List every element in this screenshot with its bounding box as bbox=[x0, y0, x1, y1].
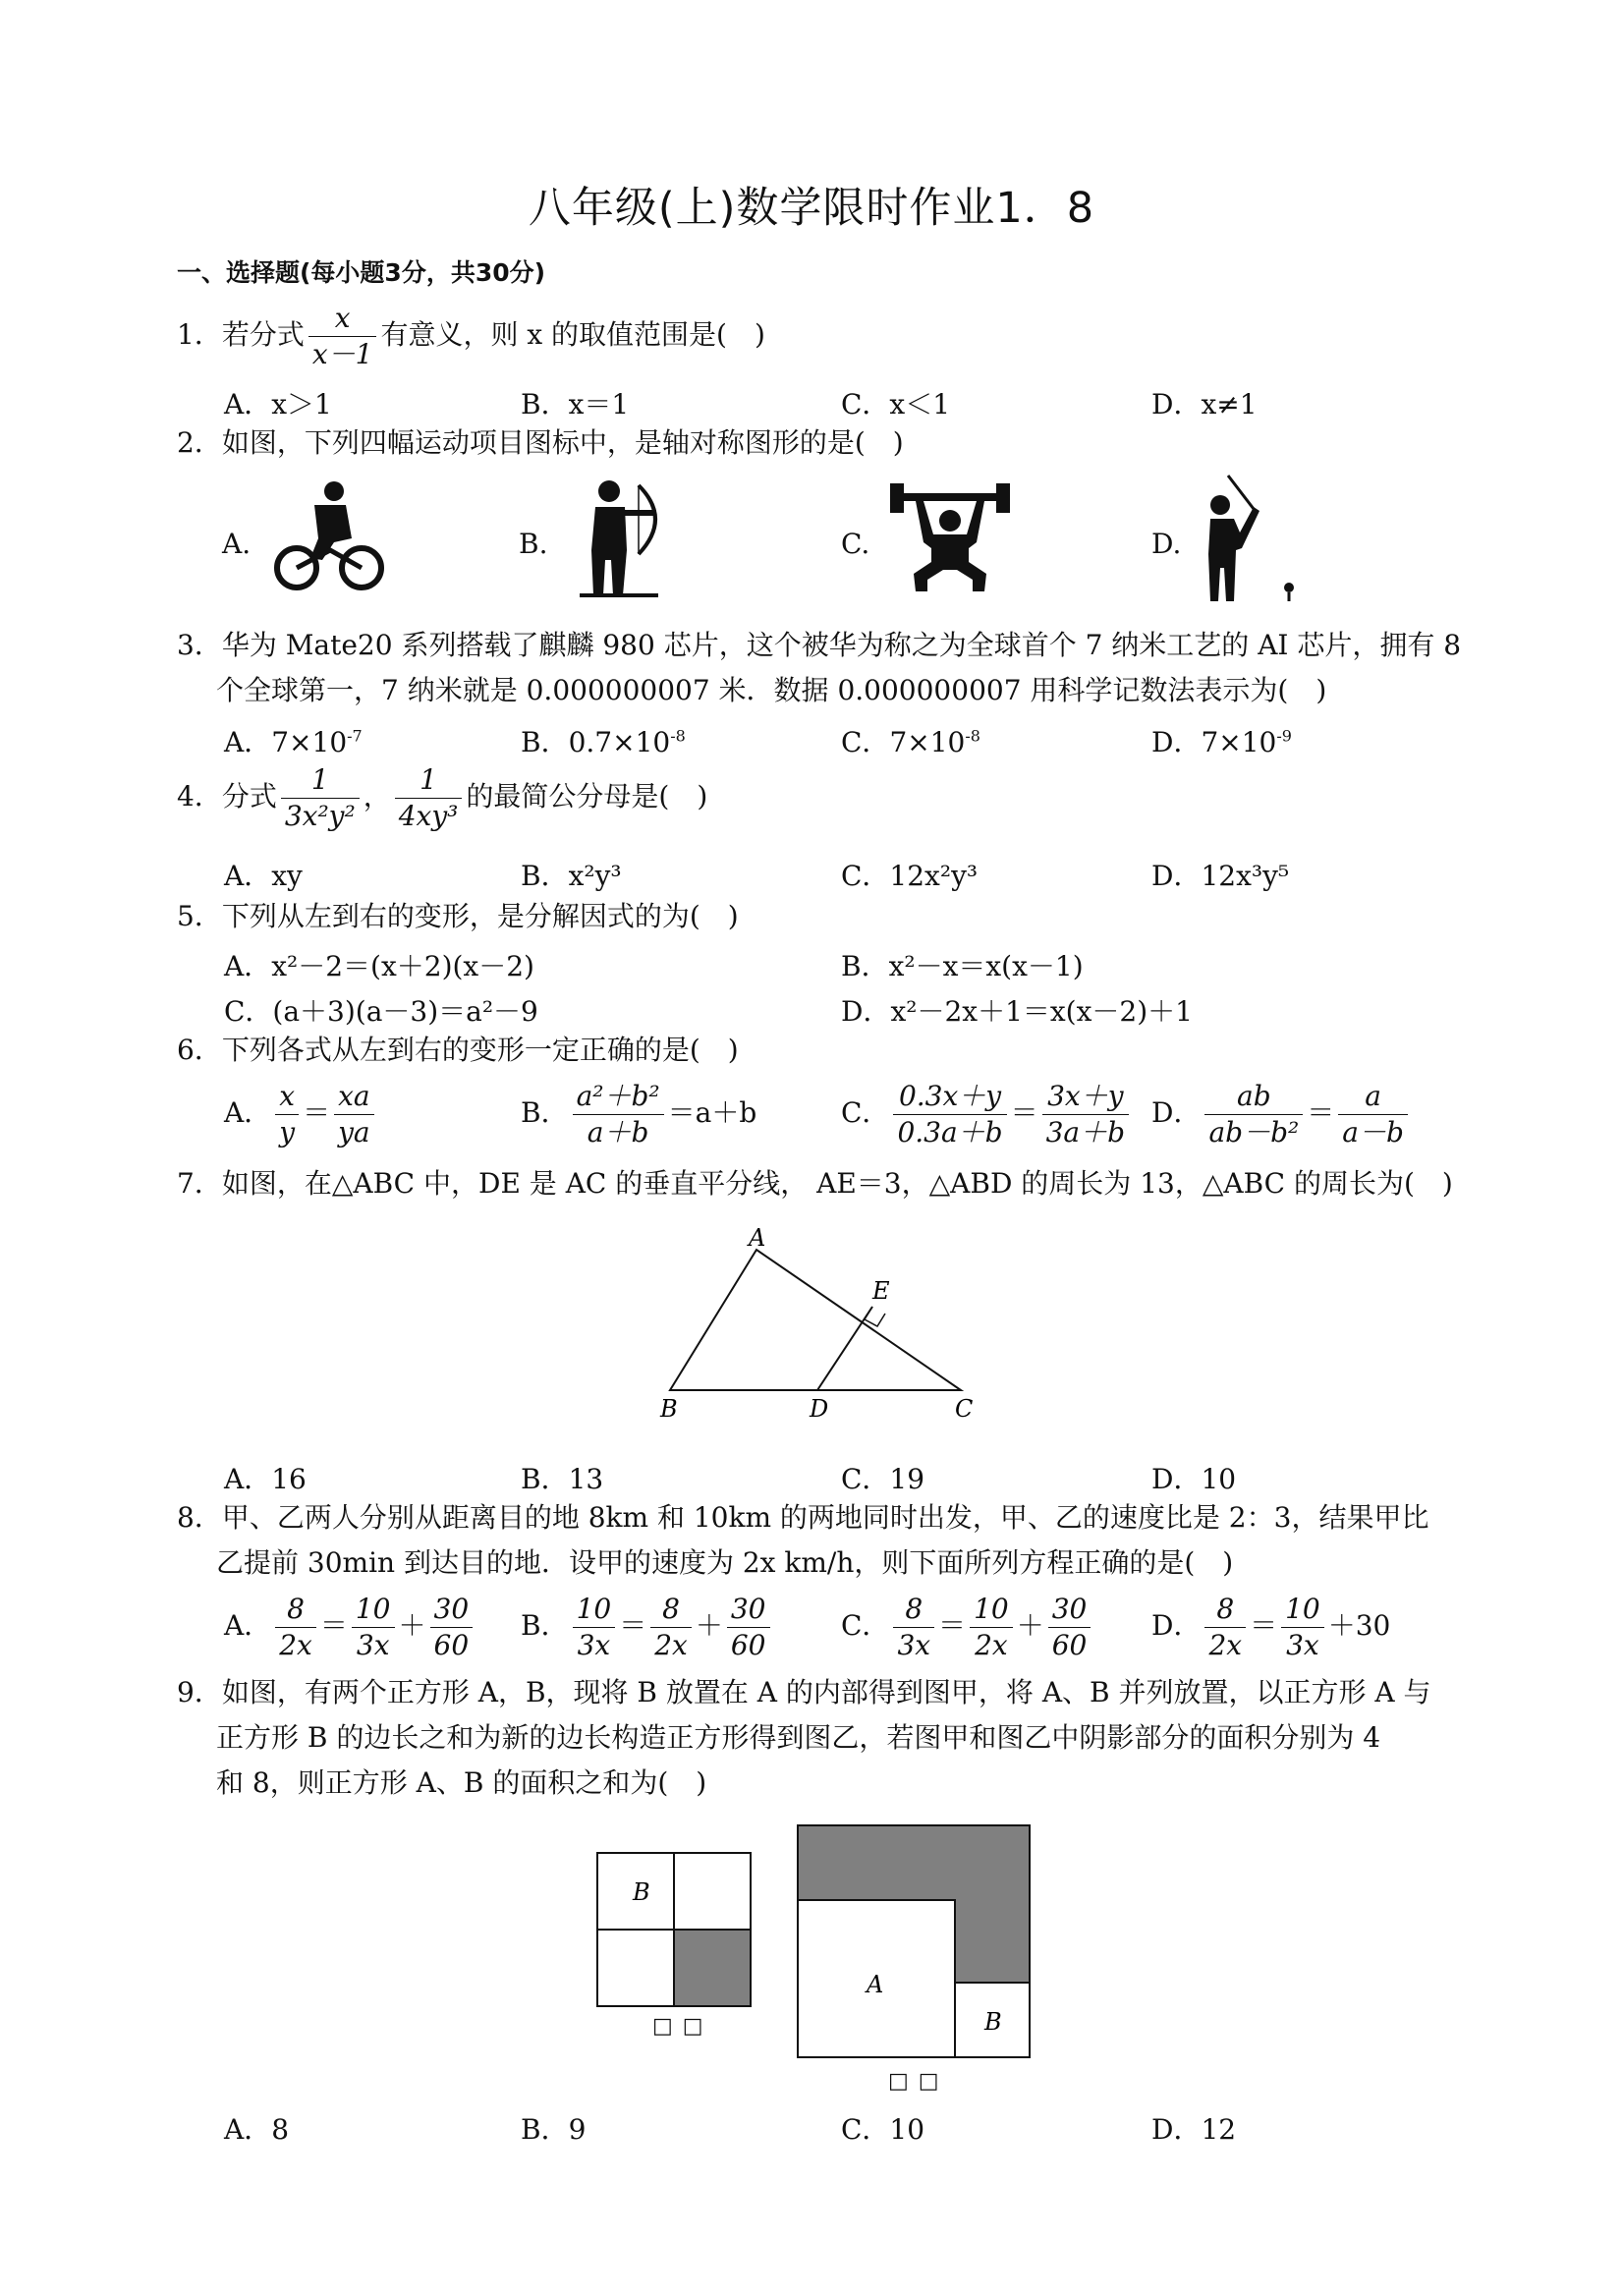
weightlifting-icon bbox=[886, 479, 1014, 595]
fraction: $\frac{\text{a²＋b²}}{a+b}$ bbox=[573, 1081, 664, 1148]
point-label-a: A bbox=[749, 1228, 766, 1252]
question-2: 2．如图，下列四幅运动项目图标中，是轴对称图形的是( ) bbox=[177, 426, 904, 459]
option-c: C．19 bbox=[841, 1463, 925, 1495]
option-a: A． $\frac{8}{2x}$ ＝ $\frac{10}{3x}$ ＋ $\frac{30}{60}$ bbox=[224, 1594, 476, 1661]
option-d: D． $\frac{8}{2x}$ ＝ $\frac{10}{3x}$ ＋30 bbox=[1151, 1593, 1391, 1661]
option-d: D. bbox=[1151, 528, 1182, 560]
option-b: B．x²－x＝x(x－1) bbox=[841, 950, 1084, 982]
fraction: $\frac{1}{\text{4xy³}}$ bbox=[395, 764, 463, 832]
fraction: $\frac{a}{a-b}$ bbox=[1338, 1081, 1408, 1148]
option-b: B． $\frac{10}{3x}$ ＝ $\frac{8}{2x}$ ＋ $\frac{30}{60}$ bbox=[521, 1594, 774, 1661]
option-c: C．(a＋3)(a－3)＝a²－9 bbox=[224, 995, 538, 1028]
archery-icon bbox=[570, 479, 668, 607]
question-9-line-1: 9．如图，有两个正方形 A，B，现将 B 放置在 A 的内部得到图甲，将 A、B 并列放置，以正方形 A 与 bbox=[177, 1676, 1431, 1708]
figure-jia-caption: □□ bbox=[652, 2014, 713, 2039]
triangle-diagram bbox=[648, 1228, 982, 1425]
fraction: $\frac{xa}{ya}$ bbox=[334, 1081, 374, 1148]
fraction: $\frac{0.3x+y}{0.3a+b}$ bbox=[893, 1081, 1006, 1148]
question-9-line-2: 正方形 B 的边长之和为新的边长构造正方形得到图乙，若图甲和图乙中阴影部分的面积分别为 4 bbox=[216, 1721, 1381, 1754]
option-a: A．16 bbox=[224, 1463, 307, 1495]
option-b: B．x²y³ bbox=[521, 860, 622, 892]
option-b: B．$0.7\times 10^{-8}$ bbox=[521, 726, 686, 758]
question-number: 3． bbox=[177, 629, 222, 661]
figure-jia bbox=[595, 1851, 760, 2013]
question-number: 7． bbox=[177, 1167, 222, 1200]
option-d: D．x≠1 bbox=[1151, 388, 1258, 420]
figure-yi-caption: □□ bbox=[888, 2069, 949, 2094]
square-b-label: B bbox=[984, 2008, 1002, 2036]
option-a: A．8 bbox=[224, 2113, 290, 2146]
option-b: B. bbox=[519, 528, 548, 560]
section-heading: 一、选择题(每小题3分，共30分) bbox=[177, 258, 546, 287]
option-b: B．13 bbox=[521, 1463, 604, 1495]
point-label-c: C bbox=[955, 1395, 974, 1423]
question-4: 4．分式 $\frac{1}{\text{3x²y²}}$ ， $\frac{1}{\text{4xy³}}$ 的最简公分母是( ) bbox=[177, 763, 708, 832]
golf-icon bbox=[1199, 472, 1307, 609]
cycling-icon bbox=[271, 481, 389, 594]
question-1: 1．若分式 $\frac{x}{x-1}$ 有意义，则 x 的取值范围是( ) bbox=[177, 302, 765, 370]
option-d: D．10 bbox=[1151, 1463, 1237, 1495]
question-6: 6．下列各式从左到右的变形一定正确的是( ) bbox=[177, 1034, 739, 1066]
question-number: 1． bbox=[177, 318, 222, 351]
option-a: A．x＞1 bbox=[224, 388, 332, 420]
fraction: $\frac{3x+y}{3a+b}$ bbox=[1042, 1081, 1129, 1148]
question-8-line-1: 8．甲、乙两人分别从距离目的地 8km 和 10km 的两地同时出发，甲、乙的速度比是 2：3，结果甲比 bbox=[177, 1501, 1429, 1534]
fraction: $\frac{x}{x-1}$ bbox=[308, 303, 377, 370]
question-number: 8． bbox=[177, 1501, 222, 1534]
square-b-label: B bbox=[633, 1878, 650, 1906]
question-7: 7．如图，在△ABC 中，DE 是 AC 的垂直平分线， AE＝3，△ABD 的周长为 13，△ABC 的周长为( ) bbox=[177, 1167, 1453, 1200]
point-label-e: E bbox=[872, 1277, 890, 1305]
option-c: C. bbox=[841, 528, 870, 560]
option-d: D．12 bbox=[1151, 2113, 1237, 2146]
question-number: 4． bbox=[177, 780, 222, 812]
option-c: C．10 bbox=[841, 2113, 925, 2146]
option-a: A．$7\times 10^{-7}$ bbox=[224, 726, 363, 758]
figure-yi bbox=[794, 1821, 1035, 2067]
option-b: B． $\frac{\text{a²＋b²}}{a+b}$ ＝a＋b bbox=[521, 1080, 757, 1148]
shaded-region bbox=[674, 1930, 751, 2006]
option-c: C．x＜1 bbox=[841, 388, 951, 420]
option-c: C．12x²y³ bbox=[841, 860, 979, 892]
option-b: B．x＝1 bbox=[521, 388, 630, 420]
question-5: 5．下列从左到右的变形，是分解因式的为( ) bbox=[177, 900, 739, 932]
option-d: D． $\frac{ab}{\text{ab－b²}}$ ＝ $\frac{a}{a-b}$ bbox=[1151, 1081, 1412, 1148]
option-a: A．x²－2＝(x＋2)(x－2) bbox=[224, 950, 534, 982]
question-9-line-3: 和 8，则正方形 A、B 的面积之和为( ) bbox=[216, 1766, 707, 1799]
option-a: A．xy bbox=[224, 860, 303, 892]
option-a: A. bbox=[222, 528, 252, 560]
question-number: 9． bbox=[177, 1676, 222, 1708]
point-label-b: B bbox=[660, 1395, 678, 1423]
point-label-d: D bbox=[810, 1395, 829, 1423]
option-c: C． $\frac{0.3x+y}{0.3a+b}$ ＝ $\frac{3x+y}{3a+b}$ bbox=[841, 1081, 1133, 1148]
question-number: 6． bbox=[177, 1034, 222, 1066]
question-3-line-1: 3．华为 Mate20 系列搭载了麒麟 980 芯片，这个被华为称之为全球首个 7 纳米工艺的 AI 芯片，拥有 8 bbox=[177, 629, 1462, 661]
option-c: C． $\frac{8}{3x}$ ＝ $\frac{10}{2x}$ ＋ $\frac{30}{60}$ bbox=[841, 1594, 1094, 1661]
question-number: 5． bbox=[177, 900, 222, 932]
option-b: B．9 bbox=[521, 2113, 587, 2146]
square-a-label: A bbox=[867, 1971, 884, 1998]
option-d: D．x²－2x＋1＝x(x－2)＋1 bbox=[841, 995, 1193, 1028]
option-c: C．$7\times 10^{-8}$ bbox=[841, 726, 980, 758]
fraction: $\frac{x}{y}$ bbox=[275, 1081, 299, 1148]
fraction: $\frac{ab}{\text{ab－b²}}$ bbox=[1204, 1081, 1303, 1148]
question-number: 2． bbox=[177, 426, 222, 459]
option-d: D．12x³y⁵ bbox=[1151, 860, 1290, 892]
question-3-line-2: 个全球第一，7 纳米就是 0.000000007 米．数据 0.000000007 用科学记数法表示为( ) bbox=[216, 674, 1327, 706]
option-d: D．$7\times 10^{-9}$ bbox=[1151, 726, 1292, 758]
option-a: A． $\frac{x}{y}$ ＝ $\frac{xa}{ya}$ bbox=[224, 1081, 378, 1148]
fraction: $\frac{1}{\text{3x²y²}}$ bbox=[281, 764, 360, 832]
page-title: 八年级(上)数学限时作业1．8 bbox=[528, 184, 1095, 233]
question-8-line-2: 乙提前 30min 到达目的地．设甲的速度为 2x km/h，则下面所列方程正确的是( ) bbox=[216, 1546, 1234, 1579]
